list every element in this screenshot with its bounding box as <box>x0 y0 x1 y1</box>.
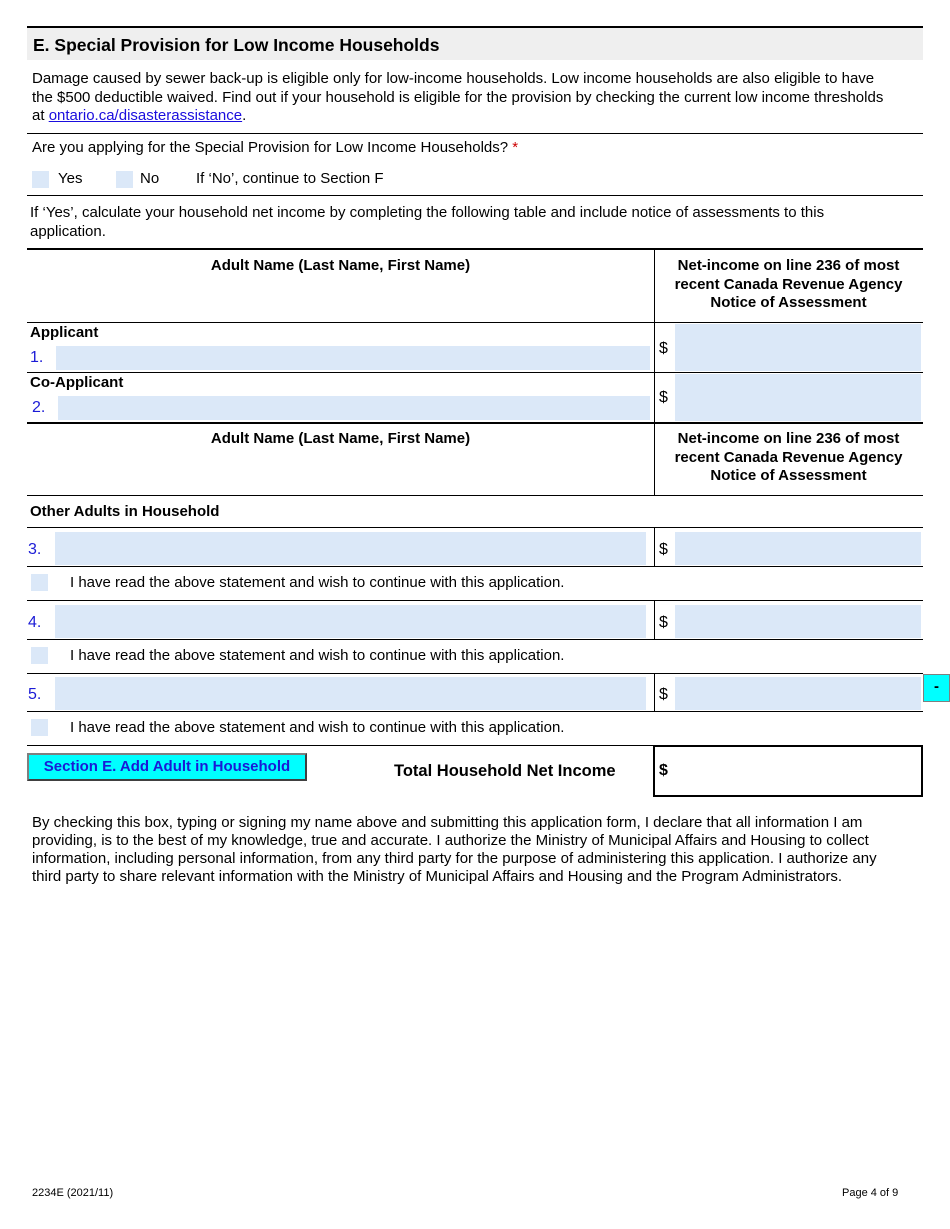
coapplicant-name-input[interactable] <box>58 396 650 420</box>
remove-adult-button[interactable]: - <box>923 674 950 702</box>
divider <box>27 527 923 528</box>
income-column-header: Net-income on line 236 of most recent Canada Revenue Agency Notice of Assessment <box>674 257 903 311</box>
required-mark: * <box>512 139 519 156</box>
currency-sign: $ <box>659 340 668 357</box>
divider <box>27 133 923 134</box>
declaration-line-3: information, including personal information, from any third party for the purpose of administering this application. I authorize any <box>32 850 877 867</box>
intro-line-3: at ontario.ca/disasterassistance. <box>32 107 247 124</box>
divider <box>27 639 923 640</box>
statement-label: I have read the above statement and wish to continue with this application. <box>70 647 565 664</box>
table-top-rule <box>27 248 923 250</box>
statement-label: I have read the above statement and wish to continue with this application. <box>70 574 565 591</box>
applicant-label: Applicant <box>30 324 99 341</box>
divider <box>27 322 923 323</box>
applicant-income-input[interactable] <box>675 324 921 371</box>
section-header <box>27 28 923 60</box>
row-number: 1. <box>30 349 44 366</box>
name-column-header: Adult Name (Last Name, First Name) <box>210 430 471 447</box>
other-adults-label: Other Adults in Household <box>30 503 220 520</box>
disaster-assistance-link[interactable]: ontario.ca/disasterassistance <box>48 107 243 124</box>
row-number: 2. <box>32 399 46 416</box>
column-divider <box>654 528 655 566</box>
currency-sign: $ <box>659 389 668 406</box>
adult-4-income-input[interactable] <box>675 605 921 638</box>
intro-line-1: Damage caused by sewer back-up is eligible only for low-income households. Low income households are also eligible to have <box>32 70 875 87</box>
divider <box>27 495 923 496</box>
row-number: 5. <box>28 686 42 703</box>
adult-4-statement-checkbox[interactable] <box>31 647 48 664</box>
row-number: 4. <box>28 614 42 631</box>
intro-line-2: the $500 deductible waived. Find out if your household is eligible for the provision by checking the current low income thresholds <box>32 89 884 106</box>
divider <box>27 422 923 424</box>
yes-label: Yes <box>58 170 83 187</box>
declaration-line-2: providing, is to the best of my knowledge, true and accurate. I authorize the Ministry of Municipal Affairs and Housing to collect <box>32 832 869 849</box>
adult-5-income-input[interactable] <box>675 677 921 710</box>
total-income-box[interactable] <box>653 745 923 797</box>
no-hint: If ‘No’, continue to Section F <box>196 170 384 187</box>
instructions-line-2: application. <box>30 223 106 240</box>
no-label: No <box>140 170 160 187</box>
income-column-header: Net-income on line 236 of most recent Canada Revenue Agency Notice of Assessment <box>674 430 903 484</box>
section-title: E. Special Provision for Low Income Households <box>33 35 440 55</box>
column-divider <box>654 601 655 639</box>
declaration-line-4: third party to share relevant information with the Ministry of Municipal Affairs and Housing and the Program Administrators. <box>32 868 843 885</box>
question-text: Are you applying for the Special Provision for Low Income Households? * <box>32 139 519 156</box>
divider <box>27 195 923 196</box>
total-label: Total Household Net Income <box>394 762 616 780</box>
adult-5-statement-checkbox[interactable] <box>31 719 48 736</box>
coapplicant-income-input[interactable] <box>675 374 921 421</box>
adult-4-name-input[interactable] <box>55 605 646 638</box>
statement-label: I have read the above statement and wish to continue with this application. <box>70 719 565 736</box>
currency-sign: $ <box>659 762 668 779</box>
currency-sign: $ <box>659 541 668 558</box>
divider <box>27 372 923 373</box>
adult-3-statement-checkbox[interactable] <box>31 574 48 591</box>
divider <box>27 673 923 674</box>
adult-5-name-input[interactable] <box>55 677 646 710</box>
coapplicant-label: Co-Applicant <box>30 374 124 391</box>
adult-3-name-input[interactable] <box>55 532 646 565</box>
divider <box>27 600 923 601</box>
column-divider <box>654 674 655 712</box>
add-adult-button[interactable]: Section E. Add Adult in Household <box>27 753 307 781</box>
declaration-line-1: By checking this box, typing or signing my name above and submitting this application form, I declare that all information I am <box>32 814 863 831</box>
divider <box>27 566 923 567</box>
yes-checkbox[interactable] <box>32 171 49 188</box>
currency-sign: $ <box>659 614 668 631</box>
currency-sign: $ <box>659 686 668 703</box>
name-column-header: Adult Name (Last Name, First Name) <box>210 257 471 274</box>
no-checkbox[interactable] <box>116 171 133 188</box>
row-number: 3. <box>28 541 42 558</box>
page-number: Page 4 of 9 <box>842 1187 899 1199</box>
divider <box>27 745 653 746</box>
instructions-line-1: If ‘Yes’, calculate your household net income by completing the following table and include notice of assessments to this <box>30 204 825 221</box>
divider <box>27 711 923 712</box>
form-code: 2234E (2021/11) <box>32 1187 114 1199</box>
adult-3-income-input[interactable] <box>675 532 921 565</box>
applicant-name-input[interactable] <box>56 346 650 370</box>
